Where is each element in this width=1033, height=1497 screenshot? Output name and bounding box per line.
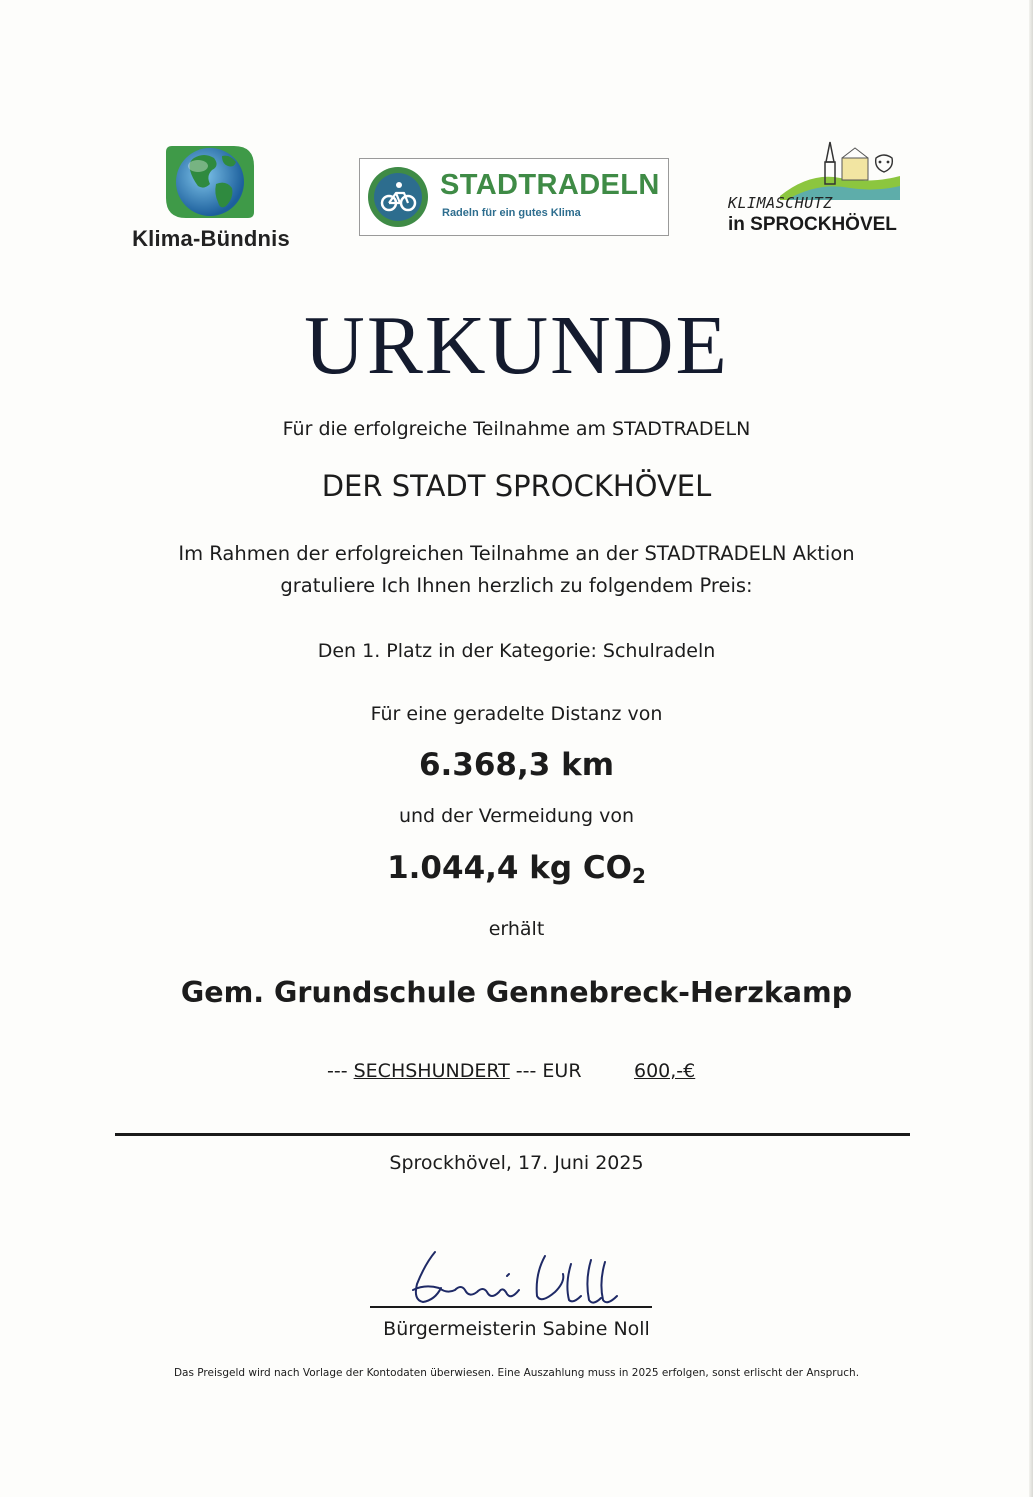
klimaschutz-line1: KLIMASCHUTZ: [728, 194, 833, 212]
prize-words: [327, 1060, 582, 1082]
klimaschutz-logo: [725, 138, 900, 243]
distance-value: 6.368,3 km: [418, 747, 615, 783]
signature-line: [370, 1306, 652, 1308]
prize-suffix: --- EUR: [509, 1060, 582, 1082]
klimaschutz-line2: in SPROCKHÖVEL: [728, 214, 897, 235]
avoidance-label: und der Vermeidung von: [398, 805, 635, 827]
footnote: Das Preisgeld wird nach Vorlage der Kontodaten überwiesen. Eine Auszahlung muss in 2025 erfolgen, sonst erlischt der Anspruch.: [173, 1367, 860, 1379]
praise-line-2: gratuliere Ich Ihnen herzlich zu folgendem Preis:: [280, 574, 753, 597]
klima-buendnis-name: Klima-Bündnis: [132, 226, 290, 251]
prize-amount: 600,-€: [634, 1060, 696, 1082]
intro-text: Für die erfolgreiche Teilnahme am STADTRADELN: [282, 418, 751, 440]
recipient-name: Gem. Grundschule Gennebreck-Herzkamp: [180, 976, 853, 1009]
stadtradeln-logo: [359, 158, 669, 236]
city-heading: DER STADT SPROCKHÖVEL: [321, 469, 712, 503]
distance-label: Für eine geradelte Distanz von: [370, 703, 663, 725]
place-date: Sprockhövel, 17. Juni 2025: [389, 1152, 644, 1174]
signer-name: Bürgermeisterin Sabine Noll: [383, 1318, 650, 1340]
stadtradeln-title: STADTRADELN: [440, 169, 660, 201]
praise-text: [0, 538, 1033, 602]
globe-icon: [164, 140, 256, 220]
church-landscape-icon: [780, 138, 900, 200]
co2-value: [0, 850, 1033, 888]
co2-subscript: 2: [631, 864, 646, 888]
prize-amount-words: SECHSHUNDERT: [353, 1060, 510, 1082]
receives-text: erhält: [488, 918, 545, 940]
placement-text: Den 1. Platz in der Kategorie: Schulradeln: [317, 640, 716, 662]
klima-buendnis-logo: [126, 138, 296, 258]
bicycle-icon: [366, 165, 430, 229]
signature: [395, 1244, 645, 1312]
praise-line-1: Im Rahmen der erfolgreichen Teilnahme an der STADTRADELN Aktion: [178, 542, 855, 565]
prize-prefix: ---: [327, 1060, 354, 1082]
certificate-title: URKUNDE: [304, 299, 729, 392]
divider-line: [115, 1133, 910, 1136]
stadtradeln-subtitle: Radeln für ein gutes Klima: [442, 207, 581, 219]
co2-amount: 1.044,4 kg CO: [387, 850, 632, 886]
